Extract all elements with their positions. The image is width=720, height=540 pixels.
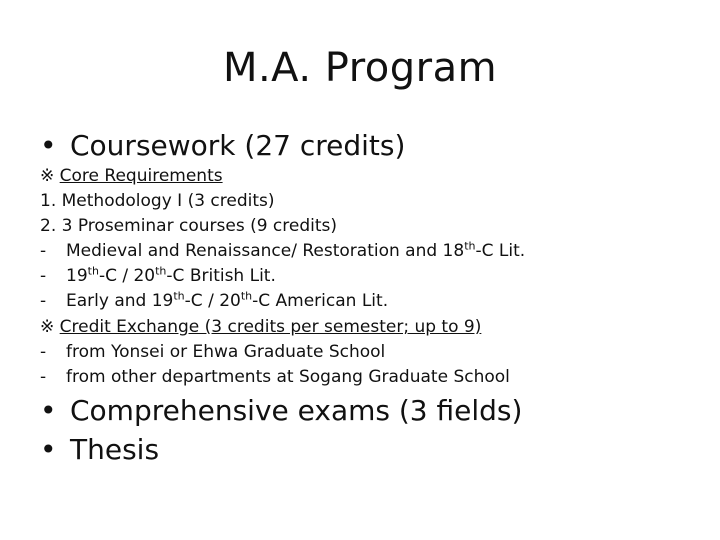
text-part: -C / 20	[98, 266, 156, 286]
credit-exchange-label: Credit Exchange (3 credits per semester; up to 9)	[59, 317, 482, 337]
dash-marker: -	[40, 342, 47, 362]
bullet-dot: •	[40, 433, 57, 466]
dash-marker: -	[40, 291, 47, 311]
proseminar-british	[40, 265, 276, 287]
course-item-methodology: 1. Methodology I (3 credits)	[40, 191, 275, 211]
bullet-text: Coursework (27 credits)	[70, 129, 406, 162]
bullet-text: Comprehensive exams (3 fields)	[70, 394, 523, 427]
bullet-coursework	[40, 128, 405, 164]
superscript: th	[464, 239, 476, 253]
reference-mark: ※	[40, 166, 55, 186]
exchange-yonsei-ehwa	[40, 341, 385, 363]
bullet-comprehensive-exams	[40, 393, 522, 429]
superscript: th	[240, 289, 253, 303]
superscript: th	[155, 264, 167, 278]
bullet-dot: •	[40, 394, 57, 427]
text-part: from Yonsei or Ehwa Graduate School	[66, 342, 386, 362]
text-part: -C British Lit.	[166, 266, 276, 286]
slide-title: M.A. Program	[222, 45, 498, 91]
bullet-text: Thesis	[70, 433, 160, 466]
dash-marker: -	[40, 266, 47, 286]
text-part: -C Lit.	[475, 241, 526, 261]
bullet-dot: •	[40, 129, 57, 162]
credit-exchange-heading	[40, 316, 481, 338]
bullet-thesis	[40, 432, 159, 468]
text-part: from other departments at Sogang Graduate School	[66, 367, 510, 387]
core-requirements-heading	[40, 165, 223, 187]
text-part: Medieval and Renaissance/ Restoration and 18	[66, 241, 465, 261]
text-part: -C / 20	[184, 291, 241, 311]
core-requirements-label: Core Requirements	[59, 166, 223, 186]
proseminar-medieval	[40, 240, 525, 262]
course-item-proseminar: 2. 3 Proseminar courses (9 credits)	[40, 216, 338, 236]
dash-marker: -	[40, 241, 47, 261]
dash-marker: -	[40, 367, 47, 387]
superscript: th	[173, 289, 185, 303]
proseminar-american	[40, 290, 388, 312]
exchange-sogang	[40, 366, 510, 388]
reference-mark: ※	[40, 317, 55, 337]
superscript: th	[87, 264, 99, 278]
text-part: Early and 19	[66, 291, 174, 311]
text-part: 19	[66, 266, 88, 286]
text-part: -C American Lit.	[252, 291, 389, 311]
